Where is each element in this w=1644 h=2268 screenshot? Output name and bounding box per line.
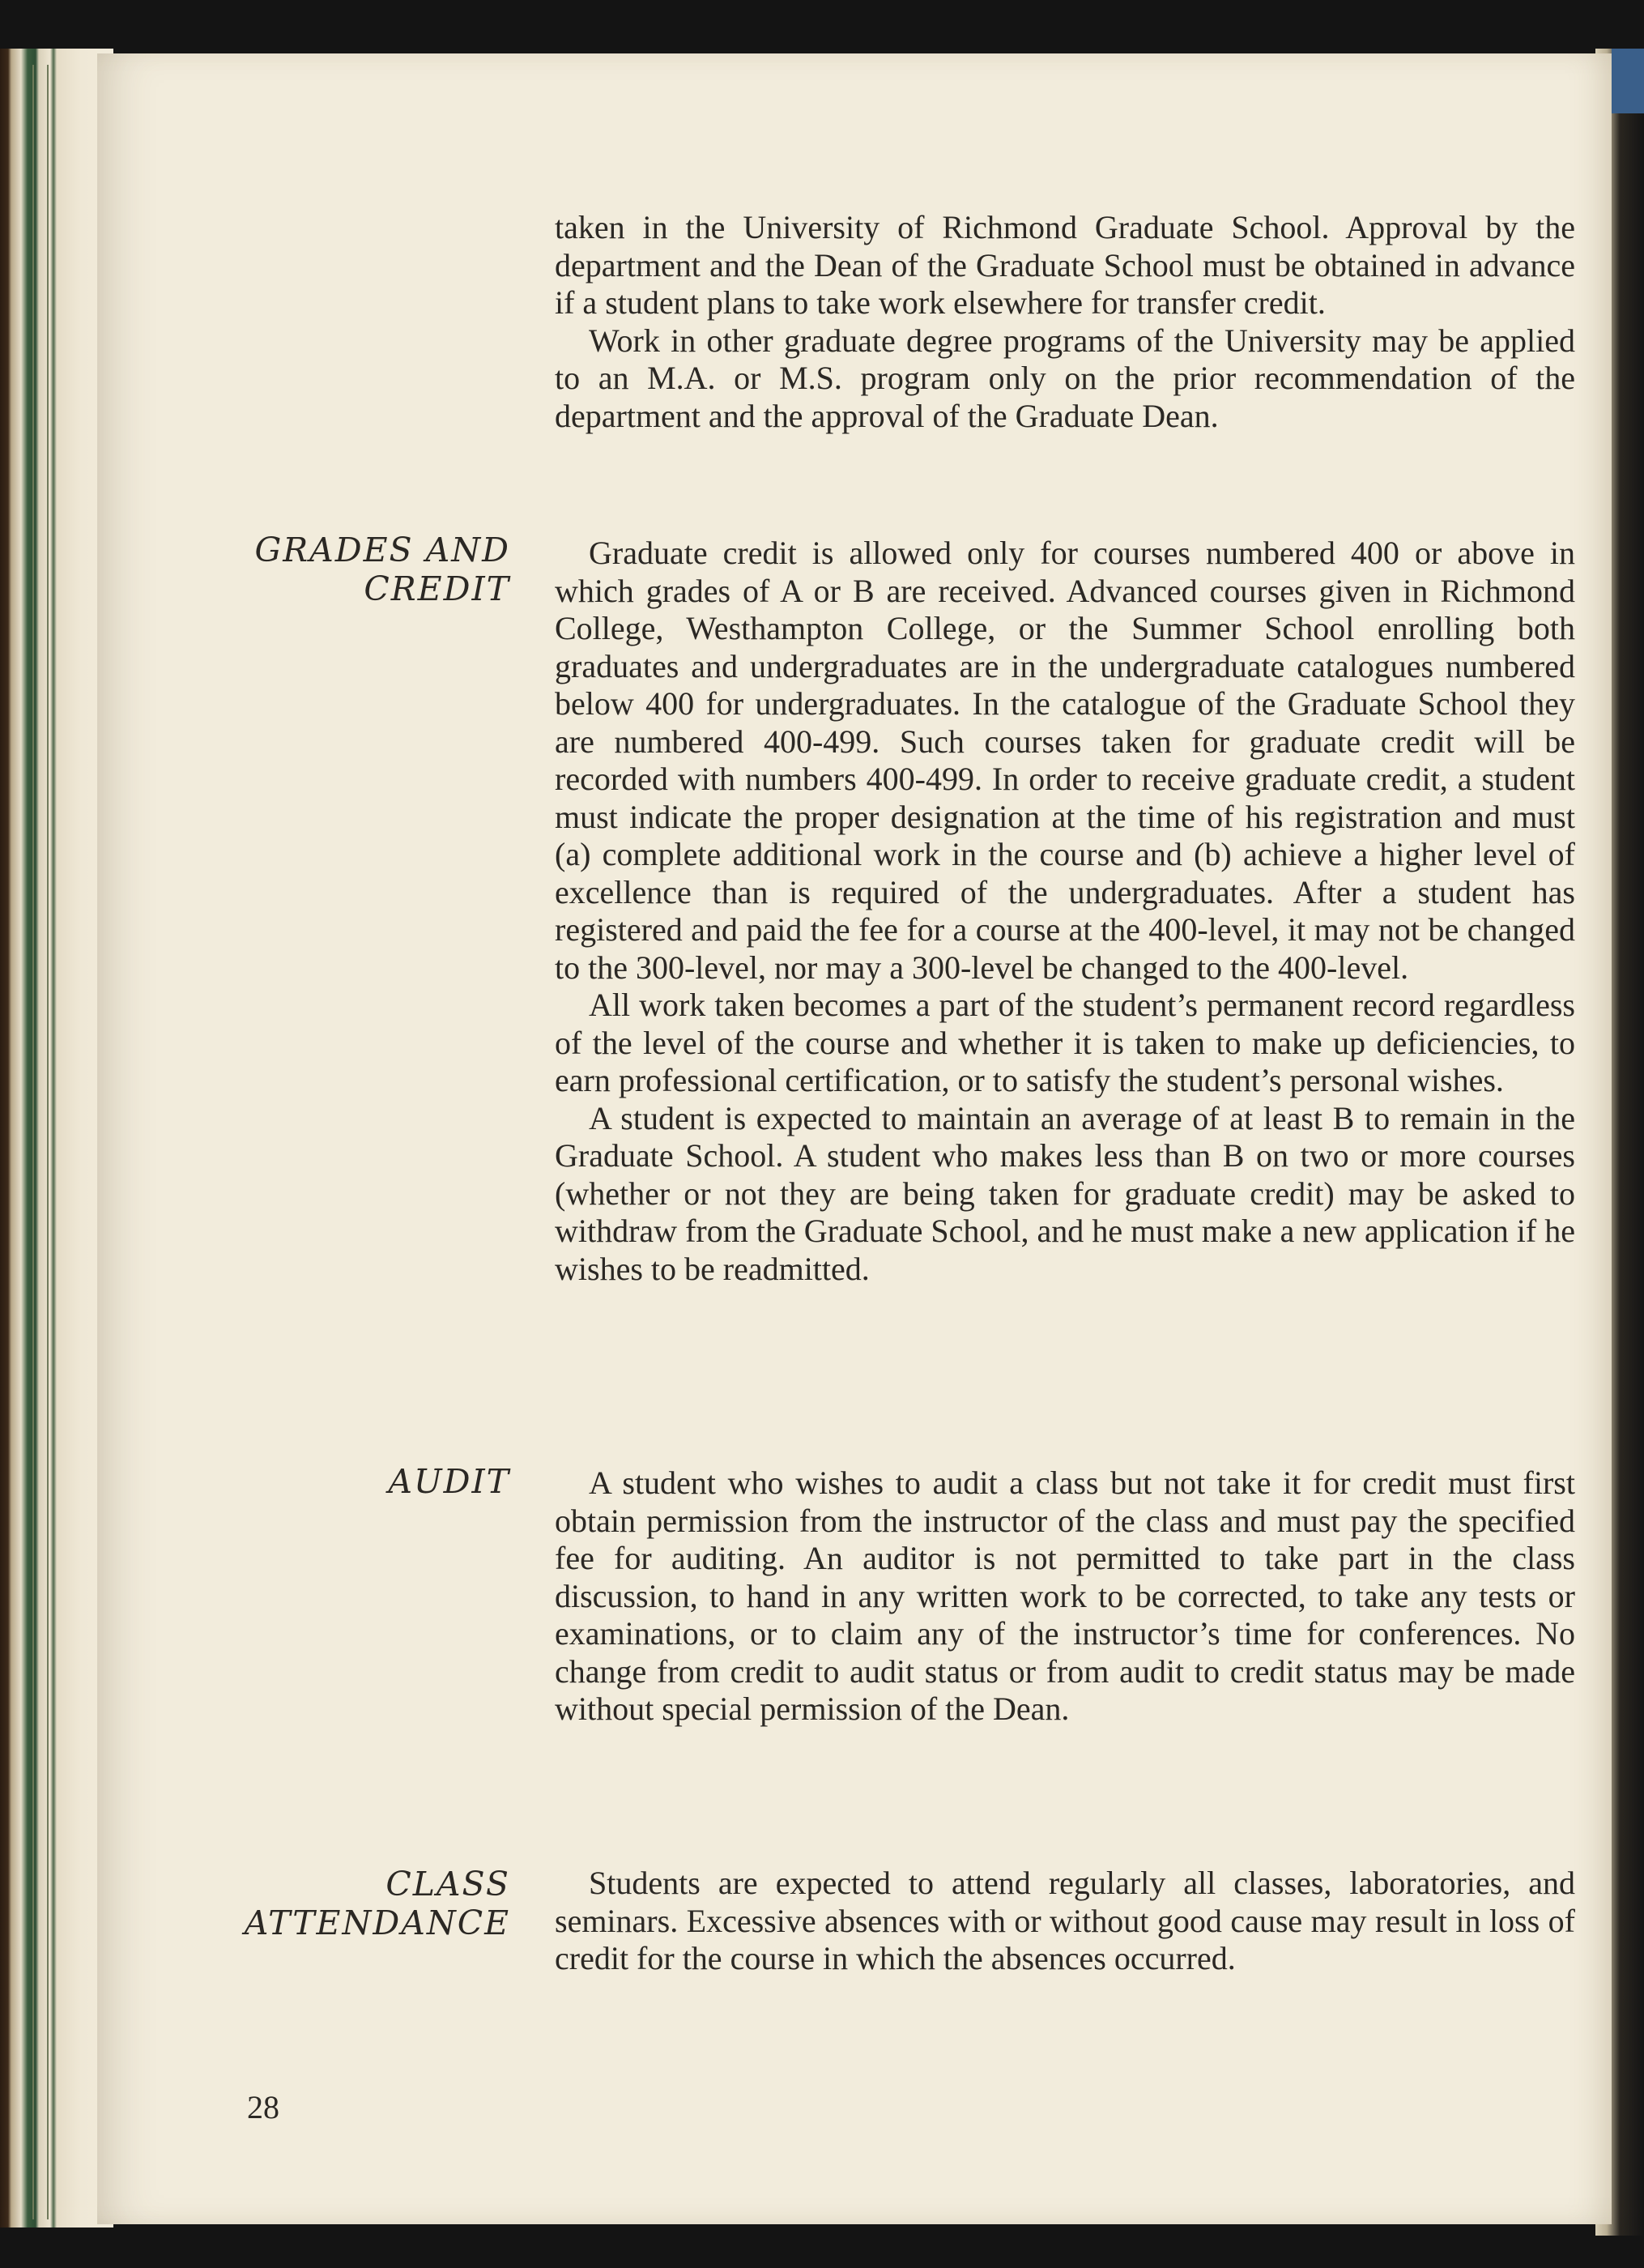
intro-paragraph: Work in other graduate degree programs of the University may be applied to an M.A. or M.S. program only on the prior recommendation of the department and the approval of the Graduate Dean. [555, 322, 1575, 434]
intro-paragraph: taken in the University of Richmond Graduate School. Approval by the department and the Dean of the Graduate School must be obtained in advance if a student plans to take work elsewhere for transfer credit. [555, 209, 1575, 321]
section-paragraph: All work taken becomes a part of the student’s permanent record regardless of the level of the course and whether it is taken to make up deficiencies, to earn professional certification, or to satisfy the student’s personal wishes. [555, 987, 1575, 1098]
page-stack-edge [0, 49, 113, 2228]
section-paragraph: A student who wishes to audit a class but not take it for credit must first obtain permission from the instructor of the class and must pay the specified fee for auditing. An auditor is not permitted to take part in the class discussion, to hand in any written work to be corrected, to take any tests or examinations, or to claim any of the instructor’s time for conferences. No change from credit to audit status or from audit to credit status may be made without special permission of the Dean. [555, 1464, 1575, 1727]
section-heading-grades-and-credit: GRADES AND CREDIT [254, 531, 510, 608]
section-body-class-attendance [555, 1865, 1575, 1978]
section-paragraph: A student is expected to maintain an average of at least B to remain in the Graduate School. A student who makes less than B on two or more courses (whether or not they are being taken for graduate credit) may be asked to withdraw from the Graduate School, and he must make a new application if he wishes to be readmitted. [555, 1099, 1575, 1287]
intro-text [555, 209, 1575, 435]
section-heading-class-attendance: CLASS ATTENDANCE [244, 1865, 510, 1942]
section-body-audit [555, 1464, 1575, 1729]
page-edge-line [32, 65, 34, 2219]
blue-cloth-tab [1612, 49, 1644, 113]
page-edge-line [47, 65, 49, 2219]
page-number: 28 [247, 2089, 279, 2125]
section-body-grades-and-credit [555, 535, 1575, 1288]
section-heading-audit: AUDIT [388, 1462, 510, 1501]
section-paragraph: Graduate credit is allowed only for courses numbered 400 or above in which grades of A or B are received. Advanced courses given in Richmond College, Westhampton College, or the Summer School enrolling both graduates and undergraduates are in the undergraduate catalogues numbered below 400 for undergraduates. In the catalogue of the Graduate School they are numbered 400-499. Such courses taken for graduate credit will be recorded with numbers 400-499. In order to receive graduate credit, a student must indicate the proper designation at the time of his registration and must (a) complete additional work in the course and (b) achieve a higher level of excellence than is required of the undergraduates. After a student has registered and paid the fee for a course at the 400-level, it may not be changed to the 300-level, nor may a 300-level be changed to the 400-level. [555, 535, 1575, 986]
section-paragraph: Students are expected to attend regularly all classes, laboratories, and seminars. Excessive absences with or without good cause may result in loss of credit for the course in which the absences occurred. [555, 1865, 1575, 1976]
